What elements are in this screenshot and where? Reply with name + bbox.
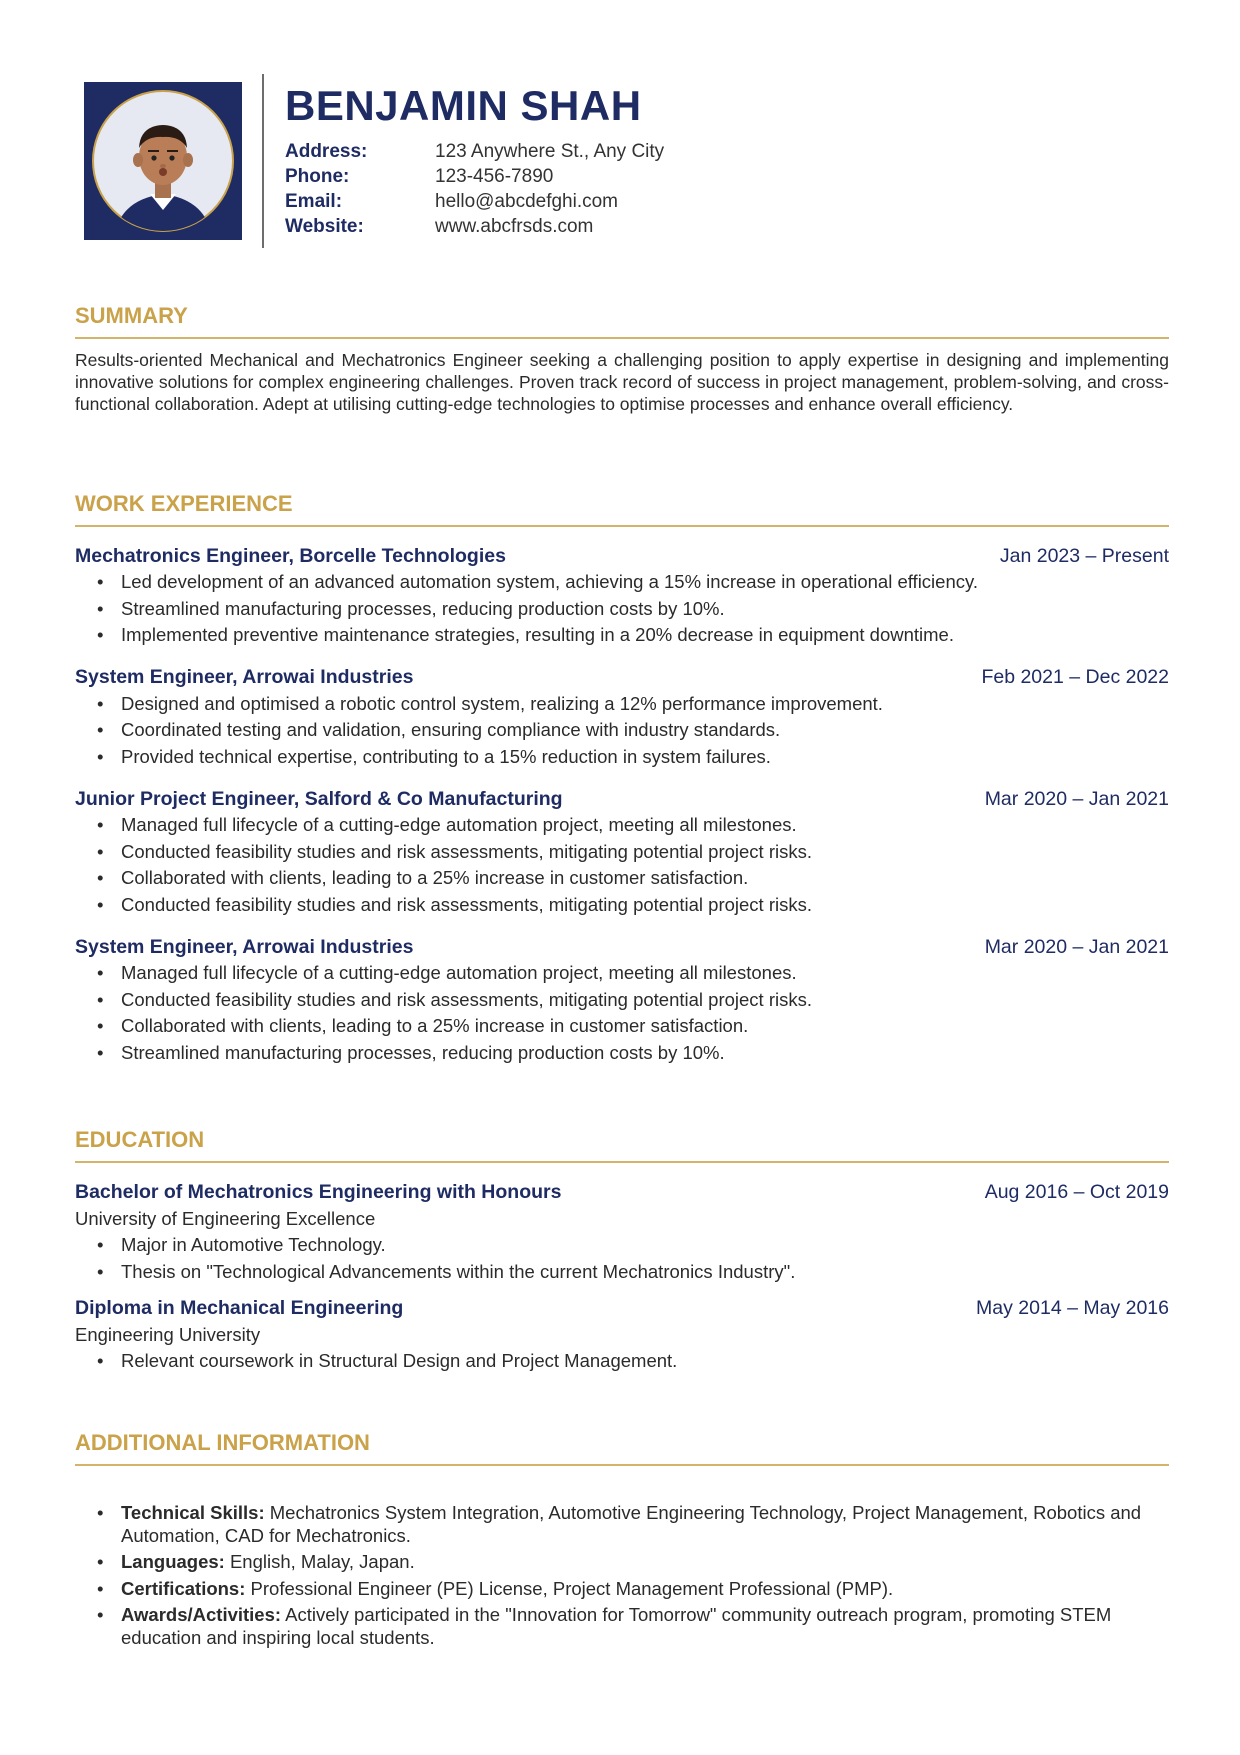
list-item: • Conducted feasibility studies and risk assessments, mitigating potential project risks.	[75, 987, 1169, 1014]
info-key: Awards/Activities:	[121, 1604, 282, 1625]
section-title: ADDITIONAL INFORMATION	[75, 1430, 370, 1455]
school-name: University of Engineering Excellence	[75, 1208, 376, 1229]
summary-section	[75, 300, 1169, 415]
contact-value: 123 Anywhere St., Any City	[435, 140, 665, 162]
section-divider	[75, 1464, 1169, 1466]
list-item: • Managed full lifecycle of a cutting-edge automation project, meeting all milestones.	[75, 812, 1169, 839]
contact-website	[285, 214, 885, 239]
job-bullets	[75, 960, 1169, 1066]
section-divider	[75, 1161, 1169, 1163]
job-title: Junior Project Engineer, Salford & Co Manufacturing	[75, 787, 563, 810]
contact-value: www.abcfrsds.com	[435, 215, 594, 237]
job-title: System Engineer, Arrowai Industries	[75, 666, 414, 688]
profile-photo	[84, 82, 242, 240]
section-title: SUMMARY	[75, 303, 188, 328]
school-name: Engineering University	[75, 1324, 261, 1345]
list-item: • Collaborated with clients, leading to a 25% increase in customer satisfaction.	[75, 1013, 1169, 1040]
job-date: Mar 2020 – Jan 2021	[984, 935, 1169, 958]
contact-address	[285, 139, 885, 164]
list-item	[75, 1502, 1169, 1547]
job-title: Mechatronics Engineer, Borcelle Technologies	[75, 544, 506, 567]
list-item: • Led development of an advanced automation system, achieving a 15% increase in operational efficiency.	[75, 569, 1169, 596]
contact-email	[285, 189, 885, 214]
education-bullets	[75, 1232, 1169, 1285]
list-item: • Conducted feasibility studies and risk assessments, mitigating potential project risks.	[75, 839, 1169, 866]
job-entry	[75, 786, 1169, 918]
degree-title: Diploma in Mechanical Engineering	[75, 1296, 404, 1319]
info-value: Mechatronics System Integration, Automotive Engineering Technology, Project Management, Robotics and Automation, CAD for Mechatronics.	[121, 1502, 1142, 1546]
job-header	[75, 934, 1169, 960]
info-key: Technical Skills:	[121, 1502, 265, 1523]
additional-info-section	[75, 1427, 1169, 1653]
education-entry	[75, 1295, 1169, 1375]
list-item: • Provided technical expertise, contributing to a 15% reduction in system failures.	[75, 744, 1169, 771]
list-item: • Relevant coursework in Structural Design and Project Management.	[75, 1348, 1169, 1375]
education-date: Aug 2016 – Oct 2019	[984, 1180, 1169, 1203]
section-title: EDUCATION	[75, 1127, 205, 1152]
education-bullets	[75, 1348, 1169, 1375]
list-item: • Coordinated testing and validation, ensuring compliance with industry standards.	[75, 717, 1169, 744]
education-header	[75, 1295, 1169, 1321]
job-date: Feb 2021 – Dec 2022	[981, 666, 1169, 688]
contact-value: 123-456-7890	[435, 165, 554, 187]
job-bullets	[75, 569, 1169, 649]
info-value: English, Malay, Japan.	[224, 1551, 415, 1572]
education-header	[75, 1179, 1169, 1205]
degree-title: Bachelor of Mechatronics Engineering with Honours	[75, 1180, 562, 1203]
info-value: Professional Engineer (PE) License, Project Management Professional (PMP).	[245, 1577, 894, 1599]
job-header	[75, 786, 1169, 812]
work-experience-section	[75, 488, 1169, 1066]
contact-details	[285, 139, 885, 239]
summary-text: Results-oriented Mechanical and Mechatronics Engineer seeking a challenging position to apply expertise in designing and implementing innovative solutions for complex engineering challenges. Proven track record of success in project management, problem-solving, and cross-functional collaboration. Adept at utilising cutting-edge technologies to optimise processes and enhance overall efficiency.	[75, 350, 1169, 414]
job-entry	[75, 543, 1169, 649]
job-header	[75, 665, 1169, 691]
additional-info-list	[75, 1502, 1169, 1649]
job-header	[75, 543, 1169, 569]
education-date: May 2014 – May 2016	[976, 1296, 1169, 1319]
list-item: • Designed and optimised a robotic control system, realizing a 12% performance improvement.	[75, 691, 1169, 718]
contact-label: Phone:	[285, 165, 350, 187]
candidate-name: BENJAMIN SHAH	[285, 82, 642, 129]
contact-phone	[285, 164, 885, 189]
job-entry	[75, 934, 1169, 1066]
contact-label: Email:	[285, 190, 343, 212]
contact-label: Address:	[285, 140, 368, 162]
list-item: • Streamlined manufacturing processes, reducing production costs by 10%.	[75, 1040, 1169, 1067]
info-key: Certifications:	[121, 1577, 246, 1599]
list-item	[75, 1604, 1169, 1649]
list-item: • Streamlined manufacturing processes, reducing production costs by 10%.	[75, 596, 1169, 623]
avatar-icon	[84, 82, 242, 240]
contact-value: hello@abcdefghi.com	[435, 190, 619, 212]
list-item: • Collaborated with clients, leading to a 25% increase in customer satisfaction.	[75, 865, 1169, 892]
job-date: Jan 2023 – Present	[999, 544, 1169, 567]
section-divider	[75, 525, 1169, 527]
list-item: • Thesis on "Technological Advancements within the current Mechatronics Industry".	[75, 1259, 1169, 1286]
header-divider	[262, 74, 264, 248]
list-item: • Implemented preventive maintenance strategies, resulting in a 20% decrease in equipment downtime.	[75, 622, 1169, 649]
job-bullets	[75, 691, 1169, 771]
list-item	[75, 1551, 1169, 1574]
section-title: WORK EXPERIENCE	[75, 491, 293, 516]
list-item: • Major in Automotive Technology.	[75, 1232, 1169, 1259]
list-item: • Managed full lifecycle of a cutting-edge automation project, meeting all milestones.	[75, 960, 1169, 987]
job-bullets	[75, 812, 1169, 918]
job-date: Mar 2020 – Jan 2021	[984, 787, 1169, 810]
list-item	[75, 1578, 1169, 1601]
contact-label: Website:	[285, 215, 364, 237]
info-value: Actively participated in the "Innovation for Tomorrow" community outreach program, promoting STEM education and inspiring local students.	[121, 1604, 1112, 1648]
education-entry	[75, 1179, 1169, 1285]
info-key: Languages:	[121, 1551, 225, 1572]
list-item: • Conducted feasibility studies and risk assessments, mitigating potential project risks.	[75, 892, 1169, 919]
job-title: System Engineer, Arrowai Industries	[75, 935, 414, 958]
section-divider	[75, 337, 1169, 339]
job-entry	[75, 665, 1169, 771]
education-section	[75, 1124, 1169, 1375]
